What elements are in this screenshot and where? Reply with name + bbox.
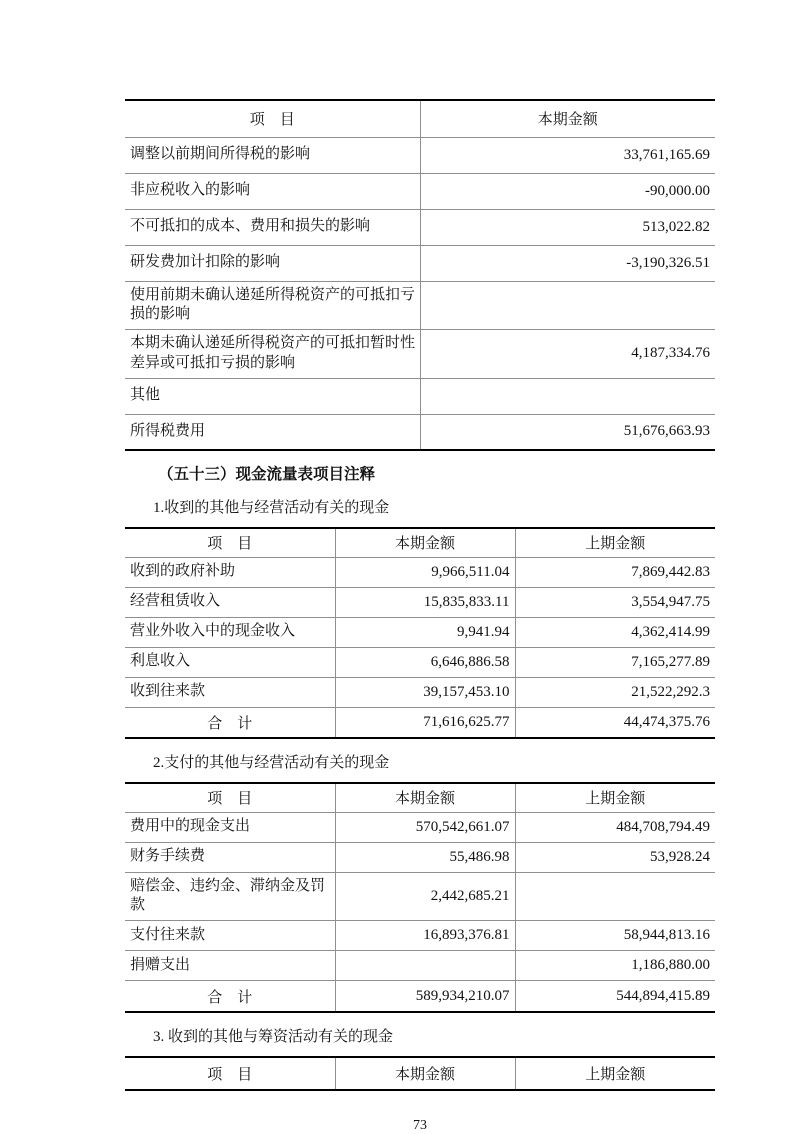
amount-cell: 39,157,453.10 xyxy=(335,677,515,707)
item-cell: 利息收入 xyxy=(125,647,335,677)
amount-cell: 2,442,685.21 xyxy=(335,872,515,921)
column-header-item: 项 目 xyxy=(249,112,295,129)
table-header-row xyxy=(125,1057,715,1090)
item-cell: 所得税费用 xyxy=(125,414,420,450)
item-cell: 财务手续费 xyxy=(125,842,335,872)
document-page xyxy=(125,0,715,1134)
item-cell: 支付往来款 xyxy=(125,921,335,951)
item-cell: 赔偿金、违约金、滞纳金及罚款 xyxy=(125,872,335,921)
amount-cell xyxy=(335,951,515,981)
column-header-current-amount: 本期金额 xyxy=(335,783,515,812)
item-cell: 捐赠支出 xyxy=(125,951,335,981)
table-row xyxy=(125,209,715,245)
total-amount-cell: 44,474,375.76 xyxy=(515,707,715,738)
amount-cell: 53,928.24 xyxy=(515,842,715,872)
item-cell: 本期未确认递延所得税资产的可抵扣暂时性差异或可抵扣亏损的影响 xyxy=(125,330,420,379)
amount-cell: 7,869,442.83 xyxy=(515,557,715,587)
item-cell: 费用中的现金支出 xyxy=(125,812,335,842)
column-header-item: 项 目 xyxy=(207,791,253,808)
item-cell: 营业外收入中的现金收入 xyxy=(125,617,335,647)
table-row xyxy=(125,647,715,677)
item-cell: 收到往来款 xyxy=(125,677,335,707)
table-row xyxy=(125,137,715,173)
amount-cell: -90,000.00 xyxy=(420,173,715,209)
amount-cell: 55,486.98 xyxy=(335,842,515,872)
amount-cell: 9,941.94 xyxy=(335,617,515,647)
table-row xyxy=(125,812,715,842)
other-cash-received-financing-table xyxy=(125,1056,715,1091)
table-row xyxy=(125,872,715,921)
table-row xyxy=(125,378,715,414)
amount-cell: 570,542,661.07 xyxy=(335,812,515,842)
table-row xyxy=(125,330,715,379)
table-row xyxy=(125,677,715,707)
total-label-cell: 合 计 xyxy=(125,981,335,1012)
table-header-row xyxy=(125,783,715,812)
amount-cell: 513,022.82 xyxy=(420,209,715,245)
table-header-row xyxy=(125,100,715,137)
table-header-row xyxy=(125,528,715,557)
page-number: 73 xyxy=(413,1117,427,1133)
table-row xyxy=(125,617,715,647)
item-cell: 研发费加计扣除的影响 xyxy=(125,245,420,281)
table-row xyxy=(125,921,715,951)
column-header-prior-amount: 上期金额 xyxy=(515,783,715,812)
column-header-item: 项 目 xyxy=(207,1066,253,1083)
table-row xyxy=(125,414,715,450)
amount-cell: 9,966,511.04 xyxy=(335,557,515,587)
column-header-prior-amount: 上期金额 xyxy=(515,528,715,557)
table-row xyxy=(125,173,715,209)
amount-cell: 7,165,277.89 xyxy=(515,647,715,677)
amount-cell: 33,761,165.69 xyxy=(420,137,715,173)
total-amount-cell: 71,616,625.77 xyxy=(335,707,515,738)
amount-cell: 4,187,334.76 xyxy=(420,330,715,379)
total-amount-cell: 544,894,415.89 xyxy=(515,981,715,1012)
total-label-cell: 合 计 xyxy=(125,707,335,738)
amount-cell xyxy=(420,378,715,414)
subsection-2-heading: 2.支付的其他与经营活动有关的现金 xyxy=(153,755,390,772)
table-row xyxy=(125,281,715,330)
subsection-1-heading: 1.收到的其他与经营活动有关的现金 xyxy=(153,500,390,517)
item-cell: 其他 xyxy=(125,378,420,414)
item-cell: 非应税收入的影响 xyxy=(125,173,420,209)
item-cell: 经营租赁收入 xyxy=(125,587,335,617)
item-cell: 收到的政府补助 xyxy=(125,557,335,587)
amount-cell: -3,190,326.51 xyxy=(420,245,715,281)
other-cash-paid-operating-table xyxy=(125,782,715,1013)
column-header-item: 项 目 xyxy=(207,536,253,553)
subsection-3-heading: 3. 收到的其他与筹资活动有关的现金 xyxy=(153,1028,394,1045)
amount-cell: 51,676,663.93 xyxy=(420,414,715,450)
amount-cell: 21,522,292.3 xyxy=(515,677,715,707)
amount-cell xyxy=(515,872,715,921)
item-cell: 使用前期未确认递延所得税资产的可抵扣亏损的影响 xyxy=(125,281,420,330)
total-row xyxy=(125,707,715,738)
table-row xyxy=(125,951,715,981)
amount-cell: 4,362,414.99 xyxy=(515,617,715,647)
table-row xyxy=(125,245,715,281)
column-header-current-amount: 本期金额 xyxy=(335,528,515,557)
amount-cell: 58,944,813.16 xyxy=(515,921,715,951)
section-heading: （五十三）现金流量表项目注释 xyxy=(158,466,376,484)
item-cell: 不可抵扣的成本、费用和损失的影响 xyxy=(125,209,420,245)
total-row xyxy=(125,981,715,1012)
income-tax-reconciliation-table xyxy=(125,99,715,451)
table-row xyxy=(125,842,715,872)
other-cash-received-operating-table xyxy=(125,527,715,739)
amount-cell xyxy=(420,281,715,330)
item-cell: 调整以前期间所得税的影响 xyxy=(125,137,420,173)
amount-cell: 16,893,376.81 xyxy=(335,921,515,951)
table-row xyxy=(125,587,715,617)
amount-cell: 3,554,947.75 xyxy=(515,587,715,617)
column-header-prior-amount: 上期金额 xyxy=(515,1057,715,1090)
amount-cell: 6,646,886.58 xyxy=(335,647,515,677)
column-header-current-amount: 本期金额 xyxy=(335,1057,515,1090)
amount-cell: 15,835,833.11 xyxy=(335,587,515,617)
column-header-current-amount: 本期金额 xyxy=(420,100,715,137)
total-amount-cell: 589,934,210.07 xyxy=(335,981,515,1012)
amount-cell: 1,186,880.00 xyxy=(515,951,715,981)
amount-cell: 484,708,794.49 xyxy=(515,812,715,842)
table-row xyxy=(125,557,715,587)
